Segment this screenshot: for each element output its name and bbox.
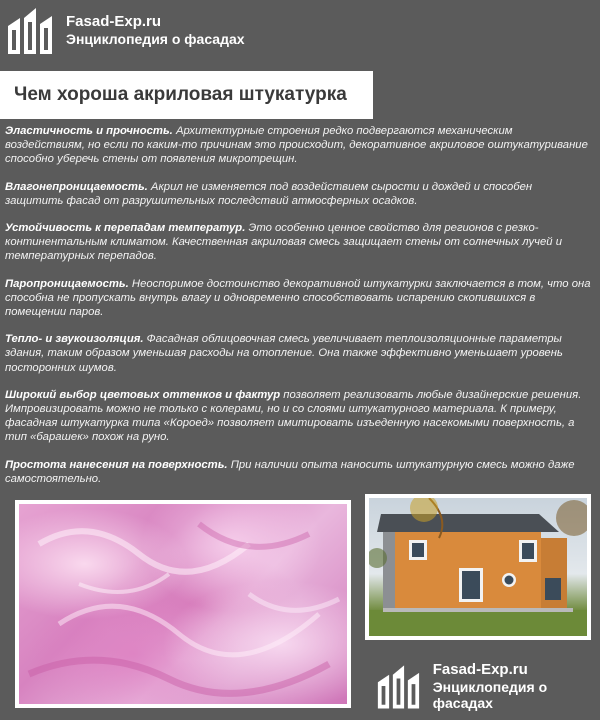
paragraph-lead: Широкий выбор цветовых оттенков и фактур [5,388,281,401]
title-banner [0,71,373,119]
logo-site-name: Fasad-Exp.ru [66,13,162,31]
paragraph-lead: Тепло- и звукоизоляция. [5,333,144,346]
paragraph-text: Акрил не изменяется под воздействием сырости и дождей и способен защитить фасад от разрушительных последствий атмосферных осадков. [5,180,533,207]
paragraph-vapor [5,277,593,320]
logo-site-name: Fasad-Exp.ru [432,661,528,679]
paragraph-temperature [5,221,593,264]
house-illustration [369,498,587,636]
paragraph-lead: Влагонепроницаемость. [5,180,148,193]
paragraph-lead: Простота нанесения на поверхность. [5,458,228,471]
paragraph-colors [5,388,593,445]
paragraph-lead: Эластичность и прочность. [5,125,173,137]
site-logo-footer[interactable] [376,660,600,712]
building-logo-icon [6,4,58,56]
paragraph-insulation [5,332,593,375]
paragraph-text: При наличии опыта наносить штукатурную смесь можно даже самостоятельно. [5,458,575,485]
article-body [5,124,593,499]
house-facade-photo [365,494,591,640]
site-logo-header[interactable] [6,4,245,56]
paragraph-application [5,458,593,486]
paragraph-elasticity [5,124,593,167]
paragraph-text: Фасадная облицовочная смесь увеличивает теплоизоляционные параметры здания, таким образом уменьшая расходы на отопление. Она также эффективно уменьшает уровень посторонних шумов. [5,333,563,374]
paragraph-lead: Устойчивость к перепадам температур. [5,222,246,235]
paragraph-text: Это особенно ценное свойство для регионов с резко-континентальным климатом. Качественная акриловая смесь защищает стены от солнечных лучей и температурных перепадов. [5,222,562,263]
paragraph-waterproof [5,180,593,208]
paragraph-text: Архитектурные строения редко подвергаются механическим воздействиям, но если по каким-то причинам это происходит, декоративное акриловое оштукатуривание способно уберечь стены от появления микротрещин. [5,125,588,166]
paragraph-text: позволяет реализовать любые дизайнерские решения. Импровизировать можно не только с колерами, но и со слоями штукатурного материала. К примеру, фасадная штукатурка типа «Короед» позволяет имитировать изъеденную насекомыми поверхность, а тип «барашек» похож на руно. [5,388,582,444]
plaster-texture-photo [15,500,351,708]
building-logo-icon [376,660,425,712]
paragraph-lead: Паропроницаемость. [5,277,129,290]
logo-tagline: Энциклопедия о фасадах [432,678,548,711]
logo-tagline: Энциклопедия о фасадах [66,30,245,47]
plaster-texture-pattern [19,504,347,704]
page-title: Чем хороша акриловая штукатурка [14,84,347,105]
paragraph-text: Неоспоримое достоинство декоративной штукатурки заключается в том, что она способна не пропускать внутрь влагу и одновременно способствовать испарению скопившихся в помещении паров. [5,277,591,319]
